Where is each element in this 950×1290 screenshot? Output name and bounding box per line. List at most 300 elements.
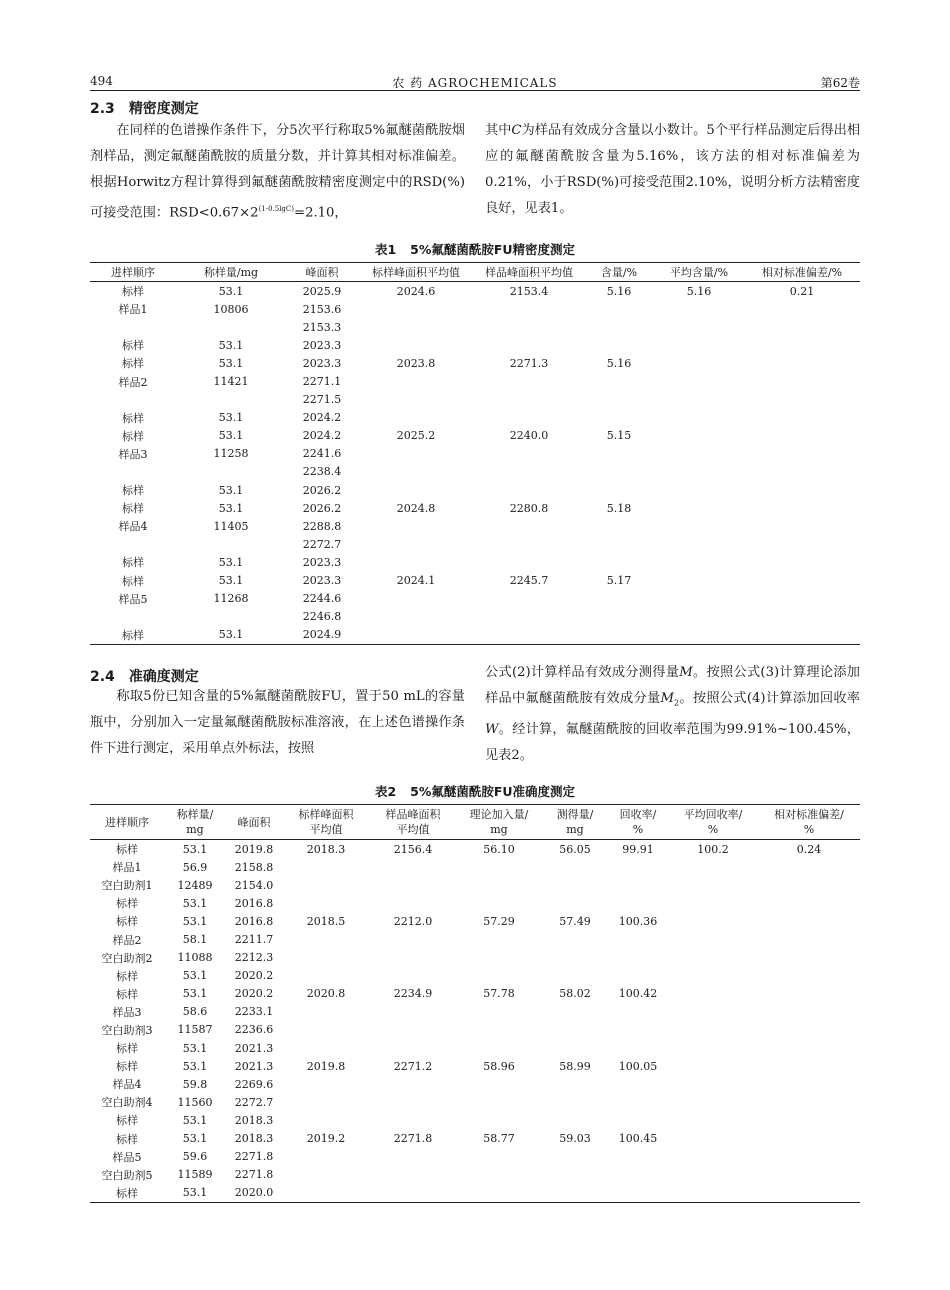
table-cell bbox=[584, 481, 654, 499]
table-cell bbox=[744, 300, 860, 318]
table-cell: 2271.8 bbox=[234, 1150, 274, 1164]
table-cell bbox=[474, 608, 584, 626]
table-cell: 标样 bbox=[122, 429, 144, 443]
table-cell bbox=[758, 930, 860, 948]
section-title: 准确度测定 bbox=[128, 669, 199, 685]
table-row bbox=[90, 427, 860, 445]
table-cell bbox=[668, 1111, 758, 1129]
volume-label: 第62卷 bbox=[820, 76, 860, 90]
table-cell: 2244.6 bbox=[302, 592, 342, 606]
table-cell: 53.1 bbox=[182, 1186, 208, 1200]
table-cell bbox=[668, 1021, 758, 1039]
table-cell: 2154.0 bbox=[234, 878, 274, 892]
column-header: 样品峰面积 平均值 bbox=[370, 805, 456, 840]
table-cell bbox=[358, 535, 474, 553]
paragraph: 称取5份已知含量的5%氟醚菌酰胺FU，置于50 mL的容量瓶中，分别加入一定量氟醚菌酰胺标准溶液，在上述色谱操作条件下进行测定，采用单点外标法，按照 bbox=[90, 689, 465, 756]
table-cell: 2024.8 bbox=[396, 501, 436, 515]
table-cell: 样品3 bbox=[112, 1005, 142, 1019]
table-cell bbox=[584, 590, 654, 608]
table-cell: 53.1 bbox=[218, 483, 244, 497]
table-cell bbox=[474, 517, 584, 535]
table-cell bbox=[474, 590, 584, 608]
table-cell: 53.1 bbox=[218, 429, 244, 443]
table-cell: 2158.8 bbox=[234, 860, 274, 874]
table-cell bbox=[474, 626, 584, 645]
table-cell bbox=[654, 608, 744, 626]
table-cell: 2245.7 bbox=[509, 574, 549, 588]
table-cell bbox=[370, 1148, 456, 1166]
table-cell bbox=[542, 1021, 608, 1039]
table-cell bbox=[608, 1075, 668, 1093]
table-cell bbox=[758, 876, 860, 894]
table-cell: 53.1 bbox=[218, 574, 244, 588]
column-header: 平均含量/% bbox=[654, 263, 744, 282]
table-cell bbox=[456, 1093, 542, 1111]
table-row bbox=[90, 517, 860, 535]
table-cell: 标样 bbox=[116, 1042, 138, 1056]
table-cell bbox=[90, 535, 176, 553]
table-row bbox=[90, 967, 860, 985]
table-cell bbox=[744, 590, 860, 608]
table-cell: 56.10 bbox=[483, 842, 515, 856]
table-cell: 53.1 bbox=[182, 1041, 208, 1055]
page-number: 494 bbox=[90, 74, 113, 88]
table-cell bbox=[358, 626, 474, 645]
table-cell bbox=[474, 445, 584, 463]
table-cell: 标样 bbox=[116, 843, 138, 857]
section-heading-2-3 bbox=[90, 98, 199, 118]
table-cell: 57.49 bbox=[559, 914, 591, 928]
table-cell bbox=[584, 553, 654, 571]
table-row bbox=[90, 590, 860, 608]
table-cell: 11589 bbox=[177, 1168, 213, 1182]
column-header: 平均回收率/ % bbox=[668, 805, 758, 840]
table-cell: 空白助剂5 bbox=[101, 1168, 153, 1182]
table-header-row bbox=[90, 263, 860, 282]
table-cell bbox=[744, 463, 860, 481]
table-cell bbox=[608, 1111, 668, 1129]
table-cell bbox=[758, 1075, 860, 1093]
table-cell bbox=[608, 1166, 668, 1184]
table-cell bbox=[744, 553, 860, 571]
table-cell: 标样 bbox=[122, 556, 144, 570]
table-cell: 12489 bbox=[177, 878, 213, 892]
table-cell bbox=[358, 372, 474, 390]
table-cell bbox=[456, 894, 542, 912]
table-cell bbox=[654, 318, 744, 336]
table-cell bbox=[758, 1184, 860, 1203]
table-cell bbox=[608, 967, 668, 985]
table-cell: 2018.5 bbox=[306, 914, 346, 928]
table-row bbox=[90, 626, 860, 645]
table-cell: 标样 bbox=[116, 1114, 138, 1128]
column-header: 回收率/ % bbox=[608, 805, 668, 840]
table-cell bbox=[456, 858, 542, 876]
table-cell: 2153.4 bbox=[509, 284, 549, 298]
table-cell: 2018.3 bbox=[234, 1132, 274, 1146]
table-cell bbox=[654, 481, 744, 499]
table-row bbox=[90, 930, 860, 948]
table-cell: 2016.8 bbox=[234, 896, 274, 910]
table-cell: 2024.2 bbox=[302, 429, 342, 443]
table-cell bbox=[654, 427, 744, 445]
table-cell bbox=[358, 590, 474, 608]
table-row bbox=[90, 372, 860, 390]
table-title: 5%氟醚菌酰胺FU精密度测定 bbox=[410, 242, 576, 257]
table-cell bbox=[370, 1166, 456, 1184]
table-cell: 56.9 bbox=[182, 860, 208, 874]
table-cell bbox=[370, 930, 456, 948]
table-cell bbox=[744, 499, 860, 517]
table-cell bbox=[668, 894, 758, 912]
table-row bbox=[90, 858, 860, 876]
table-cell: 2025.2 bbox=[396, 429, 436, 443]
table-cell bbox=[654, 409, 744, 427]
table-cell bbox=[474, 318, 584, 336]
table-cell bbox=[744, 318, 860, 336]
table-cell: 2269.6 bbox=[234, 1077, 274, 1091]
table-cell: 2212.0 bbox=[393, 914, 433, 928]
table-cell bbox=[744, 336, 860, 354]
table-cell: 标样 bbox=[116, 915, 138, 929]
table-cell: 53.1 bbox=[182, 987, 208, 1001]
table-cell bbox=[542, 1166, 608, 1184]
paragraph: 公式(2)计算样品有效成分测得量M。按照公式(3)计算理论添加样品中氟醚菌酰胺有效成分量$M_2$。按照公式(4)计算添加回收率W。经计算，氟醚菌酰胺的回收率范围为99.91%~100.45%，见表2。 bbox=[485, 665, 860, 763]
table-cell bbox=[474, 391, 584, 409]
table-cell bbox=[358, 445, 474, 463]
column-header: 峰面积 bbox=[286, 263, 358, 282]
column-header: 含量/% bbox=[584, 263, 654, 282]
table-cell bbox=[474, 463, 584, 481]
table-cell: 2023.3 bbox=[302, 338, 342, 352]
column-header: 测得量/ mg bbox=[542, 805, 608, 840]
table-cell bbox=[370, 967, 456, 985]
table-cell: 2271.8 bbox=[234, 1168, 274, 1182]
table-cell: 空白助剂4 bbox=[101, 1096, 153, 1110]
table-cell bbox=[744, 354, 860, 372]
table-cell bbox=[758, 858, 860, 876]
table-cell bbox=[542, 1148, 608, 1166]
table-cell bbox=[456, 1021, 542, 1039]
table-cell: 100.36 bbox=[618, 914, 658, 928]
table-cell bbox=[608, 1039, 668, 1057]
column-header: 样品峰面积平均值 bbox=[474, 263, 584, 282]
table-cell: 样品3 bbox=[118, 447, 148, 461]
table-cell bbox=[474, 372, 584, 390]
table-cell bbox=[456, 1111, 542, 1129]
variable-c: C bbox=[511, 123, 522, 138]
table-cell bbox=[542, 1093, 608, 1111]
column-header: 相对标准偏差/ % bbox=[758, 805, 860, 840]
table-cell bbox=[608, 1148, 668, 1166]
table-cell bbox=[474, 336, 584, 354]
table-cell bbox=[758, 1093, 860, 1111]
table-cell bbox=[542, 930, 608, 948]
formula-exponent: (1-0.5lgC) bbox=[258, 205, 295, 213]
table-cell bbox=[542, 967, 608, 985]
table-cell bbox=[584, 318, 654, 336]
table-cell bbox=[654, 572, 744, 590]
table-cell bbox=[456, 1184, 542, 1203]
table-cell: 53.1 bbox=[182, 1113, 208, 1127]
table-cell: 空白助剂3 bbox=[101, 1023, 153, 1037]
table-cell bbox=[90, 608, 176, 626]
table-cell: 2153.3 bbox=[302, 320, 342, 334]
table-cell bbox=[542, 1111, 608, 1129]
section-heading-2-4 bbox=[90, 666, 199, 686]
table-cell bbox=[456, 949, 542, 967]
table-cell bbox=[584, 336, 654, 354]
table-cell: 2271.8 bbox=[393, 1132, 433, 1146]
table-cell: 标样 bbox=[116, 1060, 138, 1074]
table-cell: 58.02 bbox=[559, 987, 591, 1001]
table-cell bbox=[282, 876, 370, 894]
table-cell: 59.6 bbox=[182, 1150, 208, 1164]
table-cell: 53.1 bbox=[218, 338, 244, 352]
table-cell bbox=[542, 1075, 608, 1093]
table-cell bbox=[654, 372, 744, 390]
table-cell bbox=[358, 336, 474, 354]
table-cell: 5.16 bbox=[606, 356, 632, 370]
table-row bbox=[90, 391, 860, 409]
table-cell bbox=[584, 626, 654, 645]
table-cell: 标样 bbox=[122, 484, 144, 498]
table-cell: 56.05 bbox=[559, 842, 591, 856]
table-cell: 2024.2 bbox=[302, 411, 342, 425]
table-cell: 2018.3 bbox=[306, 842, 346, 856]
table-cell bbox=[654, 300, 744, 318]
table-cell: 11088 bbox=[177, 951, 213, 965]
table-cell bbox=[542, 1184, 608, 1203]
table-cell bbox=[608, 858, 668, 876]
table-cell bbox=[654, 336, 744, 354]
table-cell bbox=[542, 1039, 608, 1057]
table-cell bbox=[358, 300, 474, 318]
table-cell: 2271.5 bbox=[302, 393, 342, 407]
table-cell bbox=[758, 949, 860, 967]
table-cell: 100.2 bbox=[697, 842, 729, 856]
table-cell: 53.1 bbox=[182, 969, 208, 983]
table-cell: 53.1 bbox=[218, 555, 244, 569]
table-row bbox=[90, 1111, 860, 1129]
table-cell bbox=[542, 858, 608, 876]
table-cell bbox=[370, 876, 456, 894]
table-cell: 0.24 bbox=[796, 842, 822, 856]
column-header: 称样量/ mg bbox=[164, 805, 226, 840]
table-cell bbox=[654, 535, 744, 553]
table-cell bbox=[282, 1111, 370, 1129]
table-cell bbox=[358, 553, 474, 571]
table-cell bbox=[744, 445, 860, 463]
table-cell bbox=[744, 572, 860, 590]
table-cell: 53.1 bbox=[182, 1132, 208, 1146]
table-cell: 2211.7 bbox=[234, 933, 274, 947]
table-cell bbox=[654, 463, 744, 481]
table-row bbox=[90, 300, 860, 318]
table-cell bbox=[282, 858, 370, 876]
table-cell: 2024.9 bbox=[302, 628, 342, 642]
table-cell bbox=[584, 300, 654, 318]
table-cell: 2241.6 bbox=[302, 447, 342, 461]
table-cell: 11587 bbox=[177, 1023, 213, 1037]
table-cell: 标样 bbox=[122, 502, 144, 516]
table-row bbox=[90, 876, 860, 894]
table-row bbox=[90, 535, 860, 553]
table-cell bbox=[358, 608, 474, 626]
table-row bbox=[90, 840, 860, 859]
column-header: 称样量/mg bbox=[176, 263, 286, 282]
table-cell bbox=[668, 1057, 758, 1075]
table-row bbox=[90, 1057, 860, 1075]
table-cell: 58.1 bbox=[182, 933, 208, 947]
table-cell: 标样 bbox=[122, 357, 144, 371]
table-cell: 2024.1 bbox=[396, 574, 436, 588]
table-cell: 2025.9 bbox=[302, 284, 342, 298]
table-cell bbox=[456, 1075, 542, 1093]
journal-title: 农 药 AGROCHEMICALS bbox=[392, 76, 558, 90]
table-cell bbox=[744, 608, 860, 626]
table-cell: 10806 bbox=[213, 302, 249, 316]
table-cell bbox=[456, 967, 542, 985]
table-cell: 2271.1 bbox=[302, 375, 342, 389]
table-row bbox=[90, 1148, 860, 1166]
table-cell: 标样 bbox=[122, 574, 144, 588]
table-cell: 标样 bbox=[122, 285, 144, 299]
table-row bbox=[90, 572, 860, 590]
table-cell bbox=[654, 517, 744, 535]
table-cell bbox=[654, 391, 744, 409]
table-cell bbox=[282, 1003, 370, 1021]
table-cell bbox=[654, 626, 744, 645]
table-cell: 2234.9 bbox=[393, 987, 433, 1001]
table-cell bbox=[584, 409, 654, 427]
table-cell: 11560 bbox=[177, 1095, 213, 1109]
table-cell bbox=[176, 391, 286, 409]
table-cell: 2023.3 bbox=[302, 356, 342, 370]
table-cell bbox=[668, 930, 758, 948]
table-row bbox=[90, 894, 860, 912]
section-2-3-left-column bbox=[90, 118, 465, 226]
table-cell bbox=[744, 391, 860, 409]
table-cell bbox=[758, 1039, 860, 1057]
section-title: 精密度测定 bbox=[128, 101, 199, 117]
table-cell: 5.17 bbox=[606, 574, 632, 588]
table-cell: 100.05 bbox=[618, 1059, 658, 1073]
table-row bbox=[90, 1003, 860, 1021]
table-row bbox=[90, 985, 860, 1003]
table-cell: 11268 bbox=[213, 592, 249, 606]
accuracy-table bbox=[90, 804, 860, 1203]
table-cell: 57.29 bbox=[483, 914, 515, 928]
section-number: 2.3 bbox=[90, 101, 115, 117]
table-cell: 53.1 bbox=[182, 896, 208, 910]
table-cell bbox=[668, 1093, 758, 1111]
table-cell bbox=[370, 1093, 456, 1111]
table-cell: 样品1 bbox=[118, 303, 148, 317]
table-cell: 2020.2 bbox=[234, 987, 274, 1001]
table-cell bbox=[282, 1148, 370, 1166]
table-cell bbox=[90, 318, 176, 336]
table-cell bbox=[358, 481, 474, 499]
table-cell bbox=[668, 1075, 758, 1093]
table-cell bbox=[584, 608, 654, 626]
table-cell bbox=[744, 626, 860, 645]
table-cell bbox=[758, 967, 860, 985]
table-cell bbox=[668, 1148, 758, 1166]
table-cell: 样品5 bbox=[112, 1150, 142, 1164]
table-cell bbox=[758, 1057, 860, 1075]
table-cell: 样品2 bbox=[112, 933, 142, 947]
table-cell bbox=[668, 949, 758, 967]
table-cell bbox=[370, 1003, 456, 1021]
table-cell: 99.91 bbox=[622, 842, 654, 856]
table-cell: 标样 bbox=[122, 411, 144, 425]
table-cell: 标样 bbox=[116, 1132, 138, 1146]
table-cell: 0.21 bbox=[789, 284, 815, 298]
table-cell bbox=[654, 590, 744, 608]
table-cell: 100.42 bbox=[618, 987, 658, 1001]
table-cell: 58.96 bbox=[483, 1059, 515, 1073]
table-cell: 样品4 bbox=[112, 1078, 142, 1092]
table-cell: 59.03 bbox=[559, 1132, 591, 1146]
table-cell: 2018.3 bbox=[234, 1113, 274, 1127]
table-cell bbox=[370, 858, 456, 876]
table-row bbox=[90, 1166, 860, 1184]
table-cell bbox=[176, 608, 286, 626]
table-number: 表2 bbox=[374, 784, 397, 799]
table-cell: 2238.4 bbox=[302, 465, 342, 479]
table-cell bbox=[370, 1039, 456, 1057]
table-cell: 标样 bbox=[116, 987, 138, 1001]
table-cell bbox=[654, 553, 744, 571]
table-cell bbox=[474, 481, 584, 499]
table-cell: 2212.3 bbox=[234, 951, 274, 965]
table-cell: 5.16 bbox=[606, 284, 632, 298]
table-cell: 2020.0 bbox=[234, 1186, 274, 1200]
table-cell bbox=[584, 445, 654, 463]
table-cell: 58.99 bbox=[559, 1059, 591, 1073]
table-cell bbox=[608, 894, 668, 912]
table-cell: 53.1 bbox=[182, 914, 208, 928]
table-cell: 2233.1 bbox=[234, 1005, 274, 1019]
table-cell bbox=[542, 949, 608, 967]
table-cell bbox=[668, 985, 758, 1003]
paragraph: 在同样的色谱操作条件下，分5次平行称取5%氟醚菌酰胺烟剂样品，测定氟醚菌酰胺的质量分数，并计算其相对标准偏差。根据Horwitz方程计算得到氟醚菌酰胺精密度测定中的RSD(%)可接受范围：$RSD<0.67\times 2^{(1-0.5lgC)}=2.10$， bbox=[90, 123, 465, 221]
table-cell bbox=[758, 1003, 860, 1021]
table-cell bbox=[282, 967, 370, 985]
table-cell bbox=[474, 409, 584, 427]
table-cell bbox=[474, 535, 584, 553]
table-cell: 2021.3 bbox=[234, 1041, 274, 1055]
table-cell bbox=[668, 912, 758, 930]
table-cell: 空白助剂1 bbox=[101, 879, 153, 893]
table-cell bbox=[282, 1021, 370, 1039]
table-cell: 11421 bbox=[213, 375, 249, 389]
column-header: 进样顺序 bbox=[90, 263, 176, 282]
table-cell bbox=[358, 409, 474, 427]
table-cell: 2288.8 bbox=[302, 519, 342, 533]
table-cell: 2026.2 bbox=[302, 483, 342, 497]
table-cell bbox=[668, 1166, 758, 1184]
table-cell bbox=[358, 318, 474, 336]
table-cell: 样品4 bbox=[118, 520, 148, 534]
table-cell bbox=[282, 949, 370, 967]
table-cell bbox=[758, 1021, 860, 1039]
precision-table bbox=[90, 262, 860, 645]
column-header: 标样峰面积平均值 bbox=[358, 263, 474, 282]
table-cell: 53.1 bbox=[218, 411, 244, 425]
table-row bbox=[90, 1130, 860, 1148]
